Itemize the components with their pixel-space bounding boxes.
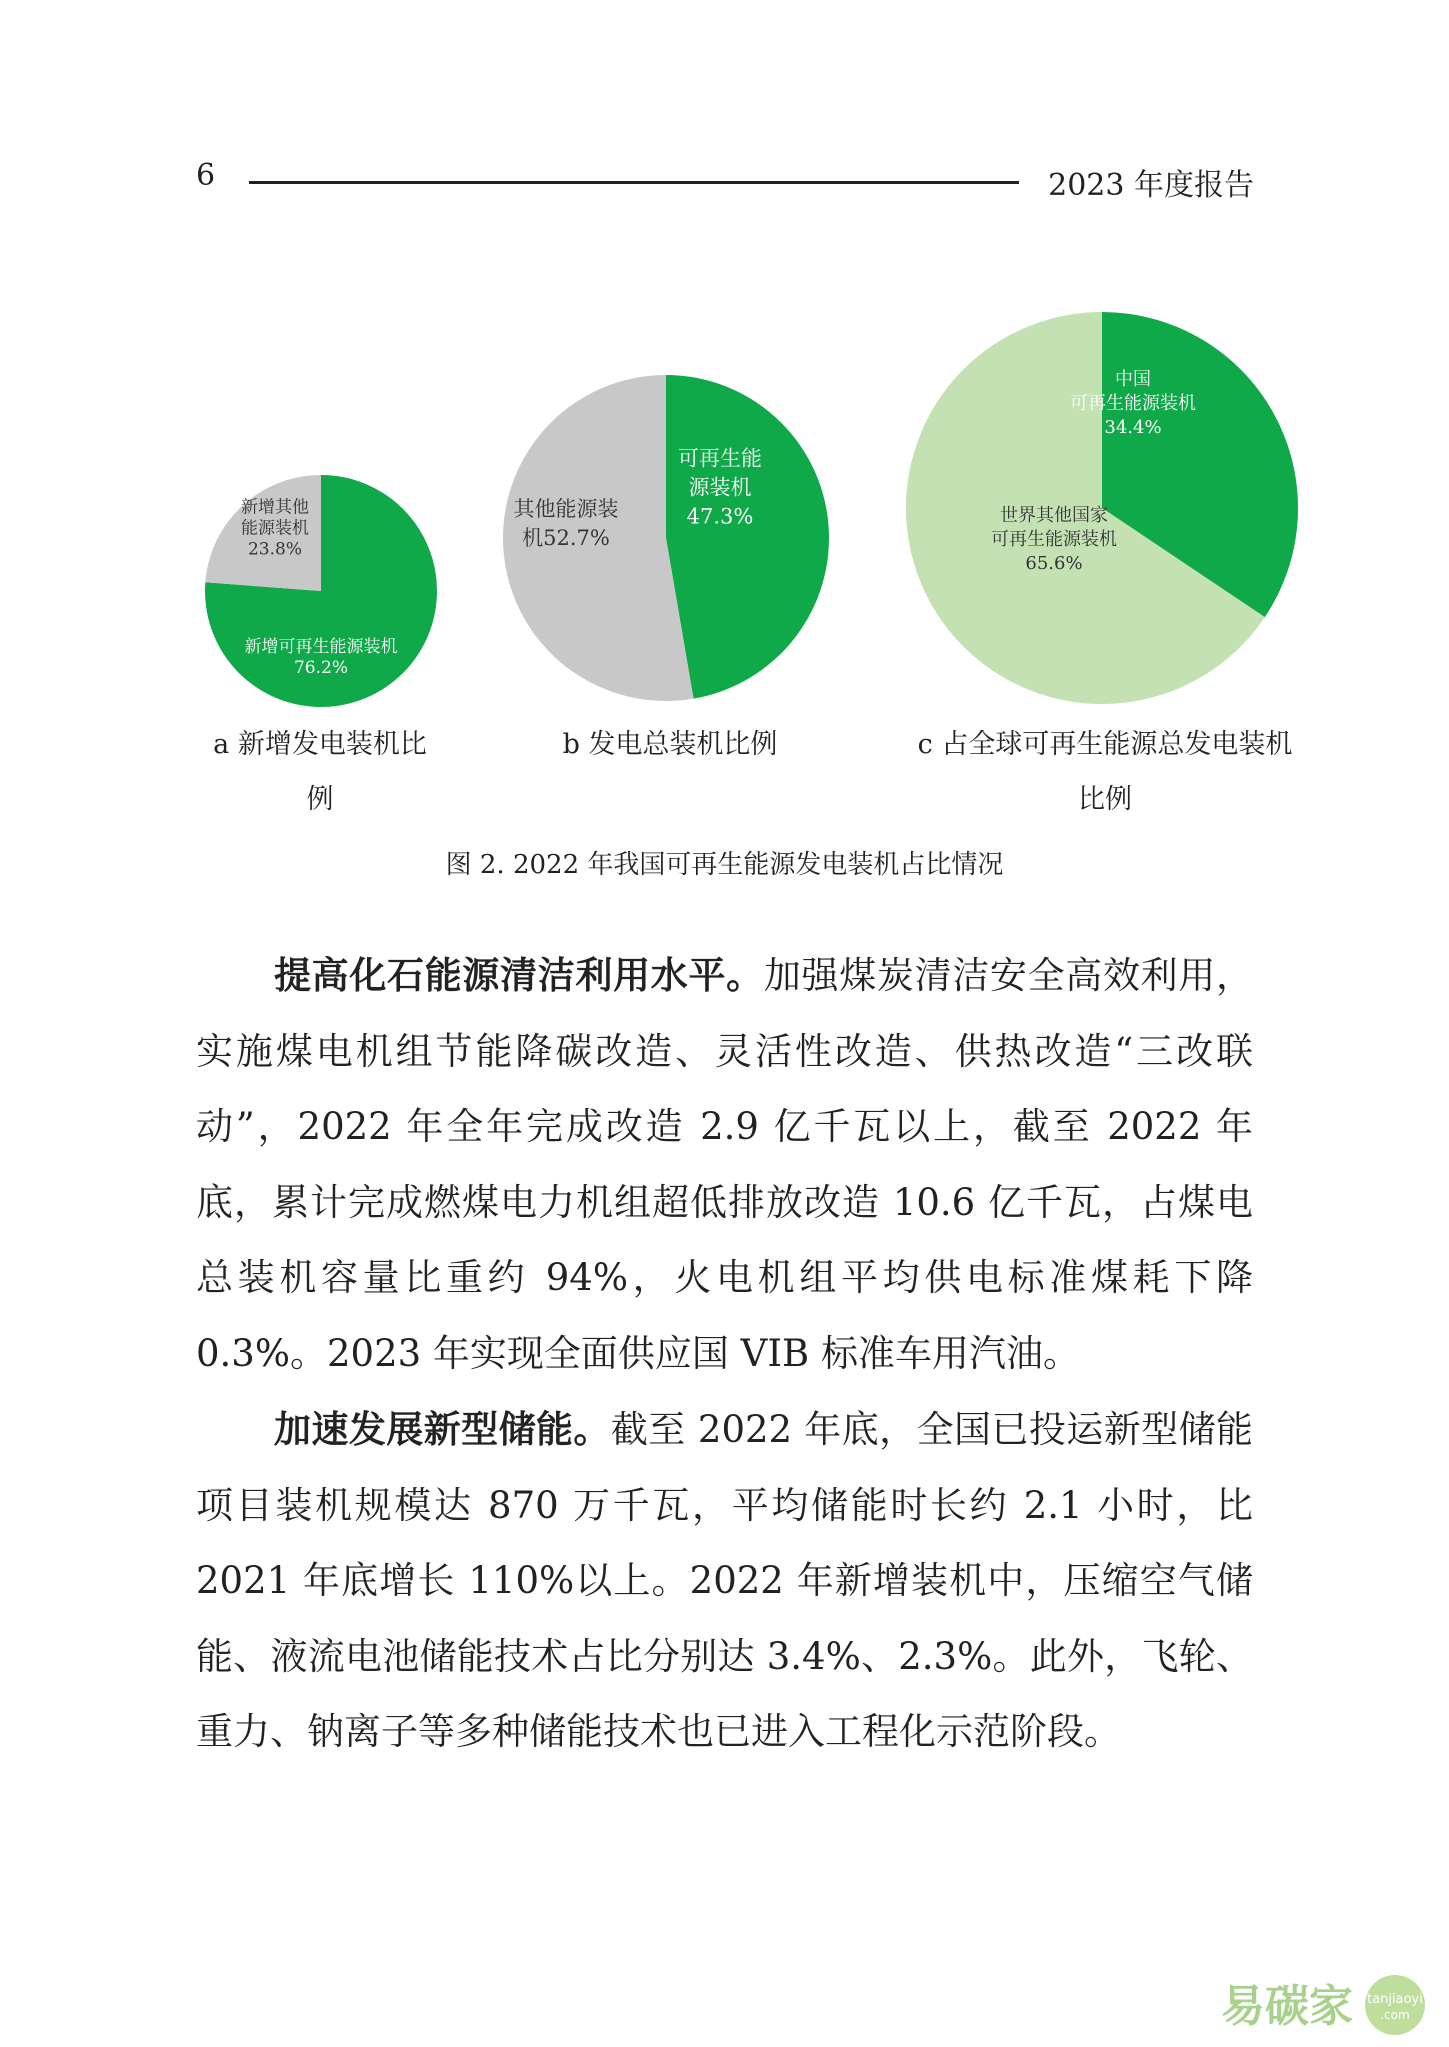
pie-caption-a (190, 717, 450, 827)
pie-slice-label: 新增可再生能源装机 (244, 637, 398, 657)
paragraph-lead: 加速发展新型储能。 (274, 1408, 611, 1451)
pie-slice-label: 可再生能 (678, 446, 762, 471)
pie-slice-label: 其他能源装 (513, 497, 619, 521)
pie-caption-c-line2: 比例 (1078, 784, 1132, 815)
pie-slice-renewable (666, 375, 829, 699)
pie-caption-c (880, 717, 1330, 827)
pie-chart-new-capacity (205, 475, 437, 707)
header-rule (249, 181, 1019, 184)
pie-chart-total-capacity (503, 375, 829, 701)
page-number: 6 (196, 158, 216, 193)
pie-caption-a-line1: a 新增发电装机比 (213, 729, 427, 760)
pie-chart-global-share (906, 312, 1298, 704)
pie-caption-b (520, 717, 820, 772)
report-title: 2023 年度报告 (1048, 168, 1254, 203)
figure-caption: 图 2. 2022 年我国可再生能源发电装机占比情况 (445, 850, 1004, 880)
paragraph-fossil-energy (196, 938, 1253, 1391)
paragraph-energy-storage (196, 1392, 1253, 1770)
pie-slice-label: 65.6% (1025, 553, 1083, 574)
pie-slice-label: 可再生能源装机 (991, 529, 1117, 550)
watermark-logo (1217, 1969, 1427, 2039)
paragraph-lead: 提高化石能源清洁利用水平。 (274, 954, 764, 997)
watermark-domain: tanjiaoyi (1367, 1992, 1423, 2007)
paragraph-text: 加强煤炭清洁安全高效利用，实施煤电机组节能降碳改造、灵活性改造、供热改造“三改联动”，2022 年全年完成改造 2.9 亿千瓦以上，截至 2022 年底，累计完成燃煤电力机组超低排放改造 10.6 亿千瓦，占煤电总装机容量比重约 94%，火电机组平均供电标准煤耗下降 0.3%。2023 年实现全面供应国 VIB 标准车用汽油。 (196, 954, 1254, 1375)
pie-slice-label: 能源装机 (241, 518, 309, 539)
pie-slice-label: 新增其他 (241, 497, 309, 518)
pie-slice-label: 34.4% (1104, 417, 1162, 438)
pie-slice-label: 可再生能源装机 (1070, 393, 1196, 414)
pie-slice-label: 76.2% (293, 658, 349, 678)
pie-slice-label: 源装机 (688, 475, 752, 500)
watermark-brand: 易碳家 (1221, 1981, 1353, 2032)
pie-slice-label: 47.3% (686, 504, 754, 529)
pie-slice-label: 23.8% (247, 539, 303, 560)
pie-slice-label: 世界其他国家 (1000, 505, 1108, 526)
paragraph-text: 截至 2022 年底，全国已投运新型储能项目装机规模达 870 万千瓦，平均储能时长约 2.1 小时，比 2021 年底增长 110%以上。2022 年新增装机中，压缩空气储能、液流电池储能技术占比分别达 3.4%、2.3%。此外，飞轮、重力、钠离子等多种储能技术也已进入工程化示范阶段。 (196, 1408, 1254, 1753)
pie-slice-label: 机52.7% (522, 526, 610, 550)
pie-caption-a-line2: 例 (306, 784, 334, 815)
pie-caption-b-line1: b 发电总装机比例 (562, 729, 778, 760)
pie-slice-label: 中国 (1115, 369, 1151, 390)
pie-caption-c-line1: c 占全球可再生能源总发电装机 (917, 729, 1293, 760)
watermark-tld: .com (1380, 2008, 1410, 2022)
